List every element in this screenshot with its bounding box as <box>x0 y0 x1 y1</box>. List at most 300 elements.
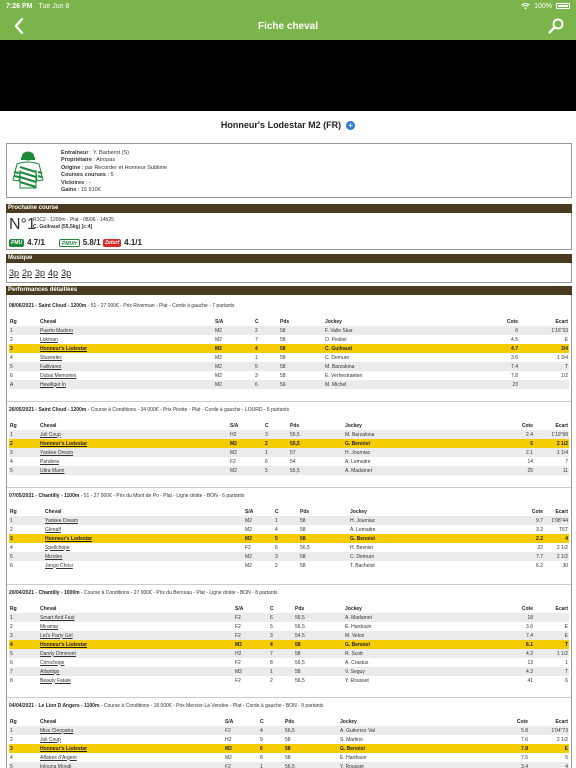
table-cell: M2 <box>245 526 252 533</box>
table-cell: 7.7 <box>509 552 544 561</box>
table-cell: 3 <box>9 448 39 457</box>
table-cell: 6 <box>269 613 294 622</box>
table-row[interactable] <box>9 622 569 631</box>
horse-link[interactable]: Honneur's Lodestar <box>39 640 234 649</box>
column-header: S/A <box>230 422 239 429</box>
table-cell: E. Hardouin <box>340 754 367 761</box>
column-header: C <box>255 318 259 325</box>
table-cell: 3.6 <box>526 623 533 630</box>
table-cell: 55,5 <box>289 430 344 439</box>
table-cell: 2 1/2 <box>534 439 569 448</box>
table-cell: F2 <box>235 677 241 684</box>
wifi-icon <box>521 3 530 10</box>
table-cell: H2 <box>229 430 264 439</box>
table-row[interactable] <box>9 362 569 371</box>
race-title <box>9 303 234 309</box>
table-cell: M2 <box>214 326 254 335</box>
table-row[interactable] <box>9 430 569 439</box>
table-cell: 2.4 <box>494 430 534 439</box>
status-date: Tue Jun 8 <box>38 2 70 10</box>
table-cell: 56,5 <box>295 623 305 630</box>
table-cell: 56,5 <box>284 762 339 768</box>
table-cell: 58 <box>294 649 344 658</box>
table-row[interactable] <box>9 439 569 448</box>
table-cell: 2 <box>10 623 13 630</box>
table-cell: M2 <box>234 640 269 649</box>
table-row[interactable] <box>9 326 569 335</box>
table-cell: F2 <box>235 659 241 666</box>
table-cell: 8 <box>270 659 273 666</box>
info-earnings: Gains : 15 910€ <box>61 187 101 194</box>
horse-link[interactable]: Spellchope <box>45 544 70 551</box>
horse-link[interactable]: Joli Coup <box>40 736 61 743</box>
horse-link[interactable]: Inlouna Mondi <box>39 762 224 768</box>
race-title <box>9 407 289 413</box>
table-cell: 4.5 <box>511 336 518 343</box>
table-cell: 2 <box>10 736 13 743</box>
table-cell: 1 <box>255 354 258 361</box>
table-header-row <box>9 717 569 726</box>
table-cell: 2 <box>270 677 273 684</box>
table-cell: 58 <box>279 326 324 335</box>
table-row[interactable] <box>9 344 569 353</box>
table-cell: V. Seguy <box>344 667 494 676</box>
table-cell: S. Martino <box>340 736 363 743</box>
table-cell: 3 <box>9 744 39 753</box>
table-cell: 2 <box>9 439 39 448</box>
table-cell: 54 <box>290 458 296 465</box>
table-cell: A. Madamet <box>344 466 494 475</box>
table-cell: 58 <box>280 372 286 379</box>
table-cell: 4 <box>544 534 569 543</box>
race-results-table <box>9 507 569 570</box>
table-row[interactable] <box>9 353 569 362</box>
column-header: Cote <box>521 605 533 612</box>
table-cell: C. Guilraud <box>324 344 464 353</box>
table-cell: 4.2 <box>494 649 534 658</box>
column-header: Rg <box>10 422 17 429</box>
table-row[interactable] <box>9 534 569 543</box>
table-cell: 4 <box>10 544 13 551</box>
search-button[interactable] <box>546 16 566 36</box>
table-row[interactable] <box>9 543 569 552</box>
horse-link[interactable]: Atlantigo <box>39 667 234 676</box>
table-cell: 13 <box>527 659 533 666</box>
table-cell: 6 <box>259 744 284 753</box>
column-header: Jockey <box>350 508 367 515</box>
column-header: Ecart <box>555 718 568 725</box>
table-cell: 4.3 <box>494 667 534 676</box>
race-title-main: 20/04/2021 - Chantilly - 1000m <box>9 590 80 596</box>
table-cell: 6 <box>464 326 519 335</box>
horse-link[interactable]: Hewillget In <box>39 380 214 389</box>
battery-icon <box>556 3 570 9</box>
table-row[interactable] <box>9 640 569 649</box>
table-cell: 14 <box>527 458 533 465</box>
table-cell: 8 <box>10 677 13 684</box>
battery-percent: 100% <box>534 2 552 10</box>
table-cell: 3 <box>9 534 44 543</box>
race-divider <box>7 487 571 488</box>
chevron-left-icon <box>14 18 24 34</box>
table-cell: 4 <box>254 344 279 353</box>
horse-title <box>0 120 576 130</box>
table-cell: M2 <box>214 344 254 353</box>
table-cell: Y. Rousset <box>339 762 489 768</box>
table-row[interactable] <box>9 380 569 389</box>
horse-link[interactable]: Stuzeelec <box>40 354 62 361</box>
table-cell: 1 <box>264 448 289 457</box>
table-row[interactable] <box>9 516 569 525</box>
horse-link[interactable]: Pandora <box>40 458 59 465</box>
race-title <box>9 590 277 596</box>
status-bar <box>0 0 576 12</box>
table-cell: 2 <box>10 526 13 533</box>
info-origin: Origine : par Recorder et Honneur Sublime <box>61 164 168 171</box>
race-title <box>9 493 244 499</box>
table-cell: M. Michel <box>324 380 464 389</box>
table-cell: 2.1 <box>494 448 534 457</box>
table-cell: F. Valle Skar <box>324 326 464 335</box>
horse-link[interactable]: Joli Coup <box>39 430 229 439</box>
musique-item[interactable]: 4p <box>48 268 59 278</box>
info-races: Courses courues : 5 <box>61 172 114 179</box>
table-cell: A. Lemaitre <box>345 458 371 465</box>
table-cell: 1 <box>9 326 39 335</box>
table-cell: 41 <box>527 677 533 684</box>
table-cell: T <box>534 640 569 649</box>
table-cell: M2 <box>215 372 222 379</box>
table-cell: T. Bachelot <box>350 562 375 569</box>
table-cell: H2 <box>225 736 232 743</box>
table-cell: F2 <box>234 631 269 640</box>
table-row[interactable] <box>9 658 569 667</box>
table-cell: 1/2 <box>561 372 568 379</box>
table-cell: 7 <box>255 336 258 343</box>
table-cell: 8 <box>260 754 263 761</box>
horse-link[interactable]: Honneur's Lodestar <box>39 344 214 353</box>
column-header: C <box>275 508 279 515</box>
horse-name: Honneur's Lodestar M2 (FR) <box>220 120 342 130</box>
odds-pmufr-value: 5.8/1 <box>82 238 101 247</box>
column-header: Cote <box>506 318 518 325</box>
table-cell: 5.8 <box>489 726 529 735</box>
table-cell: M2 <box>234 667 269 676</box>
table-row[interactable] <box>9 613 569 622</box>
table-cell: 4 <box>275 526 278 533</box>
table-cell: F2 <box>234 613 269 622</box>
status-time: 7:26 PM <box>6 2 33 10</box>
column-header: Ecart <box>555 318 568 325</box>
table-cell: 55,5 <box>289 439 344 448</box>
table-cell: H. Journiac <box>344 448 494 457</box>
table-cell: 7 <box>9 667 39 676</box>
horse-link[interactable]: Lokman <box>40 336 58 343</box>
table-cell: 1'04"73 <box>529 726 569 735</box>
table-cell: M. Barzalona <box>324 362 464 371</box>
table-cell: 56,5 <box>294 613 344 622</box>
table-cell: 7 <box>269 649 294 658</box>
next-race-line2: C. Guilraud (55,5kg) [c:4] <box>33 224 93 230</box>
horse-link[interactable]: Smart And Fast <box>39 613 234 622</box>
table-cell: E <box>529 744 569 753</box>
table-row[interactable] <box>9 631 569 640</box>
table-cell: 18 <box>494 613 534 622</box>
table-cell: T6T <box>559 526 568 533</box>
table-cell: 58 <box>300 526 306 533</box>
horse-link[interactable]: Mizoleo <box>44 552 244 561</box>
table-cell: M2 <box>244 534 274 543</box>
table-cell: 4 <box>259 726 284 735</box>
table-cell: E. Hardouin <box>345 623 372 630</box>
table-row[interactable] <box>9 335 569 344</box>
table-cell: C. Demuro <box>349 552 509 561</box>
info-trainer: Entraîneur : Y. Barberot (S) <box>61 150 129 156</box>
odds-zeturf-value: 4.1/1 <box>124 238 142 247</box>
table-cell: H. Besnier <box>350 544 374 551</box>
back-button[interactable] <box>10 16 28 36</box>
race-title-main: 04/04/2021 - Le Lion D Angers - 1100m <box>9 703 100 709</box>
table-cell: H2 <box>234 649 269 658</box>
musique-item[interactable]: 3p <box>61 268 72 278</box>
table-cell: C. Demuro <box>325 354 350 361</box>
column-header: Rg <box>10 508 17 515</box>
table-row[interactable] <box>9 753 569 762</box>
horse-info-lines <box>61 150 167 194</box>
table-cell: E <box>564 623 568 630</box>
table-row[interactable] <box>9 649 569 658</box>
table-cell: M2 <box>229 466 264 475</box>
next-race-header: Prochaine course <box>6 204 572 213</box>
column-header: Ecart <box>555 605 568 612</box>
table-cell: 6.1 <box>494 640 534 649</box>
horse-link[interactable]: Yankee Dream <box>39 448 229 457</box>
horse-link[interactable]: Beauty Fatale <box>40 677 71 684</box>
table-cell: 1 <box>9 613 39 622</box>
table-cell: F2 <box>245 544 251 551</box>
table-header-row <box>9 317 569 326</box>
table-cell: 2.2 <box>509 534 544 543</box>
column-header: Cote <box>521 422 533 429</box>
table-cell: 2 1/2 <box>556 544 568 551</box>
column-header: Rg <box>10 718 17 725</box>
table-cell: T <box>519 362 569 371</box>
table-row[interactable] <box>9 744 569 753</box>
table-cell: 56 <box>279 380 324 389</box>
jockey-silk-icon <box>11 150 45 190</box>
race-title-details: - 51 - 27 000€ - Prix du Mont de Po - Plat - Ligne droite - BON - 6 partants <box>79 493 245 499</box>
race-divider <box>7 697 571 698</box>
table-cell: 7.8 <box>511 372 518 379</box>
horse-link[interactable]: Affaires d'Argent <box>40 754 77 761</box>
horse-link[interactable]: Dandy Dimmont <box>39 649 234 658</box>
horse-link[interactable]: Miramar <box>40 623 59 630</box>
table-cell: 5 <box>274 534 299 543</box>
column-header: Jockey <box>340 718 357 725</box>
table-cell: 58 <box>280 354 286 361</box>
table-cell: 1'08"44 <box>544 516 569 525</box>
horse-link[interactable]: Honneur's Lodestar <box>39 744 224 753</box>
table-row[interactable] <box>9 561 569 570</box>
race-title <box>9 703 323 709</box>
info-wins: Victoires : - <box>61 179 91 186</box>
musique-item[interactable]: 3p <box>9 268 20 278</box>
musique-box <box>6 263 572 283</box>
table-cell: 58 <box>299 534 349 543</box>
table-row[interactable] <box>9 762 569 768</box>
table-cell: 3.6 <box>511 354 518 361</box>
column-header: Cheval <box>40 318 57 325</box>
table-cell: 2 <box>275 562 278 569</box>
table-cell: A. Crastus <box>345 659 369 666</box>
race-divider <box>7 584 571 585</box>
horse-link[interactable]: Fallivares <box>39 362 214 371</box>
table-cell: 7.8 <box>489 744 529 753</box>
column-header: S/A <box>225 718 234 725</box>
table-cell: A. Madamet <box>344 613 494 622</box>
table-cell: 58 <box>300 562 306 569</box>
column-header: Pds <box>295 605 305 612</box>
race-title-main: 08/06/2021 - Saint Cloud - 1200m <box>9 303 87 309</box>
table-cell: 58 <box>299 552 349 561</box>
table-cell: 1 <box>9 726 39 735</box>
horse-link[interactable]: Glenalf <box>45 526 61 533</box>
performances-list[interactable] <box>6 295 572 768</box>
table-cell: A. Gutierrez Val <box>339 726 489 735</box>
table-cell: 5 <box>254 362 279 371</box>
table-row[interactable] <box>9 676 569 685</box>
table-cell: 5 <box>9 649 39 658</box>
ad-banner[interactable] <box>0 40 576 111</box>
horse-link[interactable]: Miss Cleopatra <box>39 726 224 735</box>
table-row[interactable] <box>9 726 569 735</box>
table-header-row <box>9 421 569 430</box>
search-icon <box>548 18 564 34</box>
table-cell: 5 <box>264 466 289 475</box>
table-cell: 30 <box>562 562 568 569</box>
table-cell: 3.4 <box>489 762 529 768</box>
table-cell: A. Lemaitre <box>350 526 376 533</box>
table-cell: 1'16"33 <box>519 326 569 335</box>
column-header: Pds <box>300 508 310 515</box>
next-race-info <box>33 217 114 231</box>
horse-link[interactable]: Let's Party Girl <box>39 631 234 640</box>
next-race-number: N°1 <box>9 216 36 233</box>
table-cell: F2 <box>224 726 259 735</box>
table-cell: 23 <box>464 380 519 389</box>
table-cell: M2 <box>214 362 254 371</box>
pmufr-logo-icon: PMUfr <box>59 239 80 247</box>
table-row[interactable] <box>9 448 569 457</box>
status-right <box>521 3 570 10</box>
horse-link[interactable]: Cirrochope <box>40 659 65 666</box>
pmu-logo-icon: PMU <box>11 239 23 246</box>
column-header: C <box>270 605 274 612</box>
table-cell: 58 <box>284 744 339 753</box>
column-header: Pds <box>285 718 295 725</box>
table-header-row <box>9 507 569 516</box>
table-cell: 4 <box>10 754 13 761</box>
table-cell: H. Journiac <box>349 516 509 525</box>
table-cell: 3 <box>9 631 39 640</box>
next-race-box[interactable] <box>6 213 572 250</box>
table-cell: 5 <box>9 362 39 371</box>
column-header: Ecart <box>555 508 568 515</box>
table-cell: M2 <box>245 562 252 569</box>
table-cell: 58 <box>294 640 344 649</box>
horse-link[interactable]: Ultra Marin <box>39 466 229 475</box>
table-cell: F2 <box>224 762 259 768</box>
column-header: Jockey <box>345 422 362 429</box>
column-header: Cote <box>516 718 528 725</box>
column-header: C <box>265 422 269 429</box>
table-cell: F2 <box>235 623 241 630</box>
table-cell: 6 <box>254 380 279 389</box>
table-cell: M2 <box>214 380 254 389</box>
table-cell: 55,5 <box>289 466 344 475</box>
table-cell: 6 <box>10 372 13 379</box>
add-favorite-icon[interactable]: + <box>346 121 355 130</box>
table-cell: 58 <box>279 362 324 371</box>
horse-link[interactable]: Puerto Madero <box>39 326 214 335</box>
odds-pmufr <box>59 238 101 247</box>
horse-link[interactable]: Honneur's Lodestar <box>44 534 244 543</box>
horse-link[interactable]: Honneur's Lodestar <box>39 439 229 448</box>
column-header: S/A <box>235 605 244 612</box>
race-title-main: 07/05/2021 - Chantilly - 1100m <box>9 493 80 499</box>
table-cell: 4 <box>9 640 39 649</box>
table-cell: 7 <box>565 458 568 465</box>
table-row[interactable] <box>9 667 569 676</box>
page-title: Fiche cheval <box>257 20 319 32</box>
table-cell: 6 <box>565 677 568 684</box>
table-cell <box>519 380 569 389</box>
horse-link[interactable]: Dubai Memories <box>40 372 77 379</box>
table-cell: 2 1/2 <box>544 552 569 561</box>
table-row[interactable] <box>9 552 569 561</box>
table-cell: 5 <box>9 762 39 768</box>
table-cell: M2 <box>244 516 274 525</box>
table-cell: T <box>534 667 569 676</box>
table-cell: 5 <box>565 754 568 761</box>
table-cell: 9 <box>260 736 263 743</box>
table-cell: M2 <box>244 552 274 561</box>
column-header: Cheval <box>45 508 62 515</box>
table-row[interactable] <box>9 457 569 466</box>
table-row[interactable] <box>9 371 569 380</box>
table-cell: 57 <box>289 448 344 457</box>
table-cell: 1 <box>269 667 294 676</box>
column-header: C <box>260 718 264 725</box>
table-row[interactable] <box>9 525 569 534</box>
horse-link[interactable]: Jongo Chrisi <box>45 562 73 569</box>
table-cell: 3/4 <box>519 344 569 353</box>
odds-pmu-value: 4.7/1 <box>27 238 45 247</box>
musique-item[interactable]: 3p <box>35 268 46 278</box>
table-cell: 4 <box>529 762 569 768</box>
horse-link[interactable]: Yankee Dream <box>44 516 244 525</box>
table-cell: 7.4 <box>494 631 534 640</box>
table-cell: A <box>9 380 39 389</box>
table-row[interactable] <box>9 735 569 744</box>
table-cell: E <box>564 336 568 343</box>
musique-item[interactable]: 2p <box>22 268 33 278</box>
table-row[interactable] <box>9 466 569 475</box>
table-cell: 2 <box>254 326 279 335</box>
table-cell: R. Scott <box>344 649 494 658</box>
table-header-row <box>9 604 569 613</box>
table-cell: M2 <box>229 448 264 457</box>
